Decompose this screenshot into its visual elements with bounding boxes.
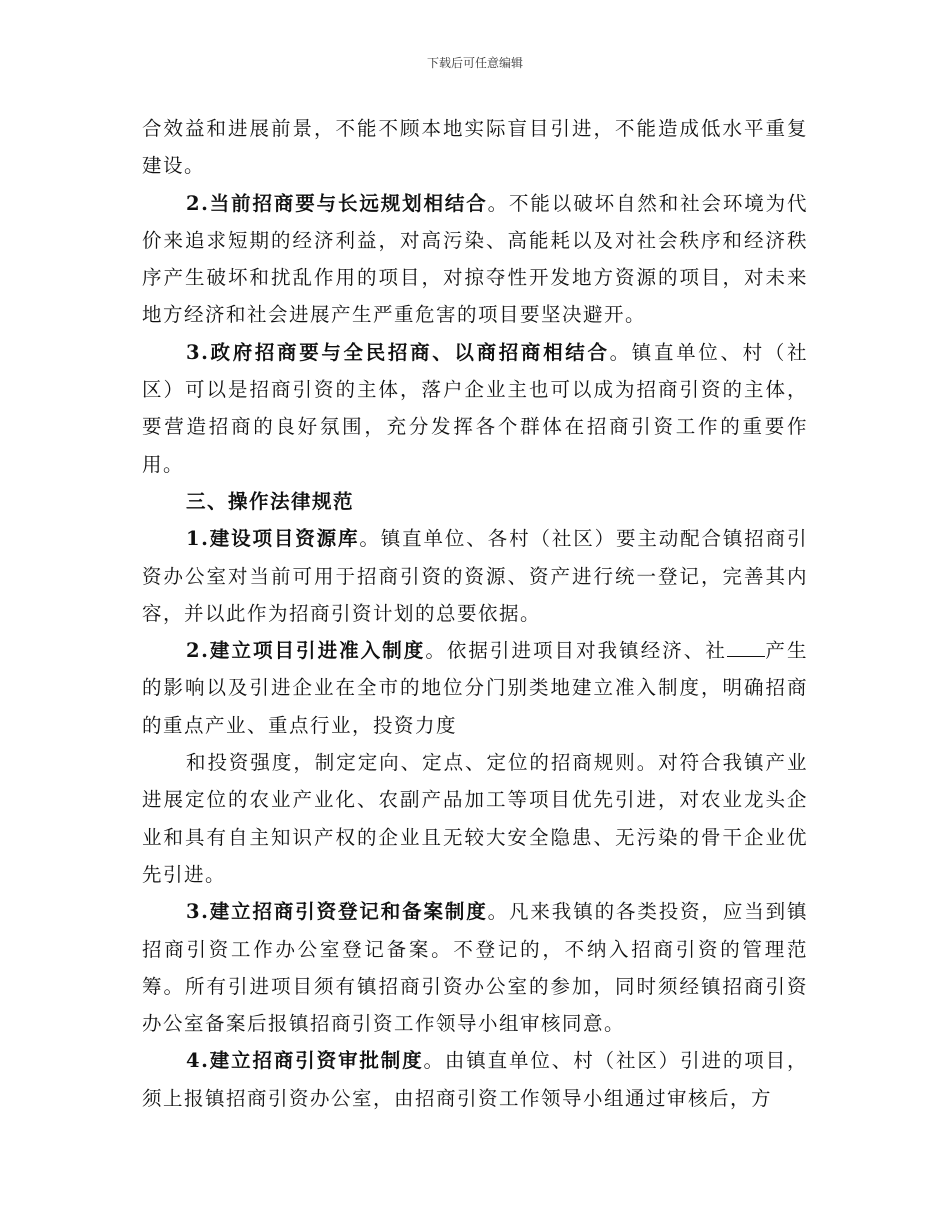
paragraph-text: 合效益和进展前景，不能不顾本地实际盲目引进，不能造成低水平重复建设。: [142, 117, 808, 178]
paragraph-item-3: [142, 334, 808, 483]
item-heading: 2.建立项目引进准入制度: [186, 639, 426, 663]
section-heading: [142, 483, 808, 520]
paragraph-continuation-2: [142, 744, 808, 893]
paragraph-text: 。镇直单位、村（社区）可以是招商引资的主体，落户企业主也可以成为招商引资的主体，要营造招商的良好氛围，充分发挥各个群体在招商引资工作的重要作用。: [142, 340, 808, 476]
item-heading: 4.建立招商引资审批制度: [186, 1049, 424, 1073]
paragraph-text: 和投资强度，制定定向、定点、定位的招商规则。对符合我镇产业进展定位的农业产业化、农副产品加工等项目优先引进，对农业龙头企业和具有自主知识产权的企业且无较大安全隐患、无污染的骨干企业优先引进。: [142, 751, 808, 886]
page-header: 下载后可任意编辑: [426, 56, 523, 70]
item-heading: 2.当前招商要与长远规划相结合: [186, 191, 488, 215]
paragraph-item-3b: [142, 893, 808, 1042]
paragraph-item-2b: [142, 632, 808, 744]
paragraph-text: 。凡来我镇的各类投资，应当到镇招商引资工作办公室登记备案。不登记的，不纳入招商引资的管理范筹。所有引进项目须有镇招商引资办公室的参加，同时须经镇招商引资办公室备案后报镇招商引资工作领导小组审核同意。: [142, 900, 808, 1036]
paragraph-item-1: [142, 520, 808, 632]
item-heading: 3.政府招商要与全民招商、以商招商相结合: [186, 340, 610, 364]
paragraph-text: 。依据引进项目对我镇经济、社: [425, 639, 727, 663]
item-heading: 1.建设项目资源库: [186, 527, 360, 551]
paragraph-text: 。不能以破坏自然和社会环境为代价来追求短期的经济利益，对高污染、高能耗以及对社会秩序和经济秩序产生破坏和扰乱作用的项目，对掠夺性开发地方资源的项目，对未来地方经济和社会进展产生严重危害的项目要坚决避开。: [142, 191, 808, 327]
paragraph-item-2: [142, 185, 808, 334]
paragraph-continuation: [142, 110, 808, 185]
paragraph-text: 。由镇直单位、村（社区）引进的项目，须上报镇招商引资办公室，由招商引资工作领导小组通过审核后，方: [142, 1049, 808, 1110]
section-title: 三、操作法律规范: [186, 489, 355, 513]
paragraph-text: 。镇直单位、各村（社区）要主动配合镇招商引资办公室对当前可用于招商引资的资源、资产进行统一登记，完善其内容，并以此作为招商引资计划的总要依据。: [142, 527, 808, 625]
fill-blank: [727, 638, 765, 657]
document-body: [142, 110, 808, 1117]
paragraph-text: 产生的影响以及引进企业在全市的地位分门别类地建立准入制度，明确招商的重点产业、重点行业，投资力度: [142, 639, 808, 737]
paragraph-item-4: [142, 1042, 808, 1117]
item-heading: 3.建立招商引资登记和备案制度: [186, 900, 488, 924]
